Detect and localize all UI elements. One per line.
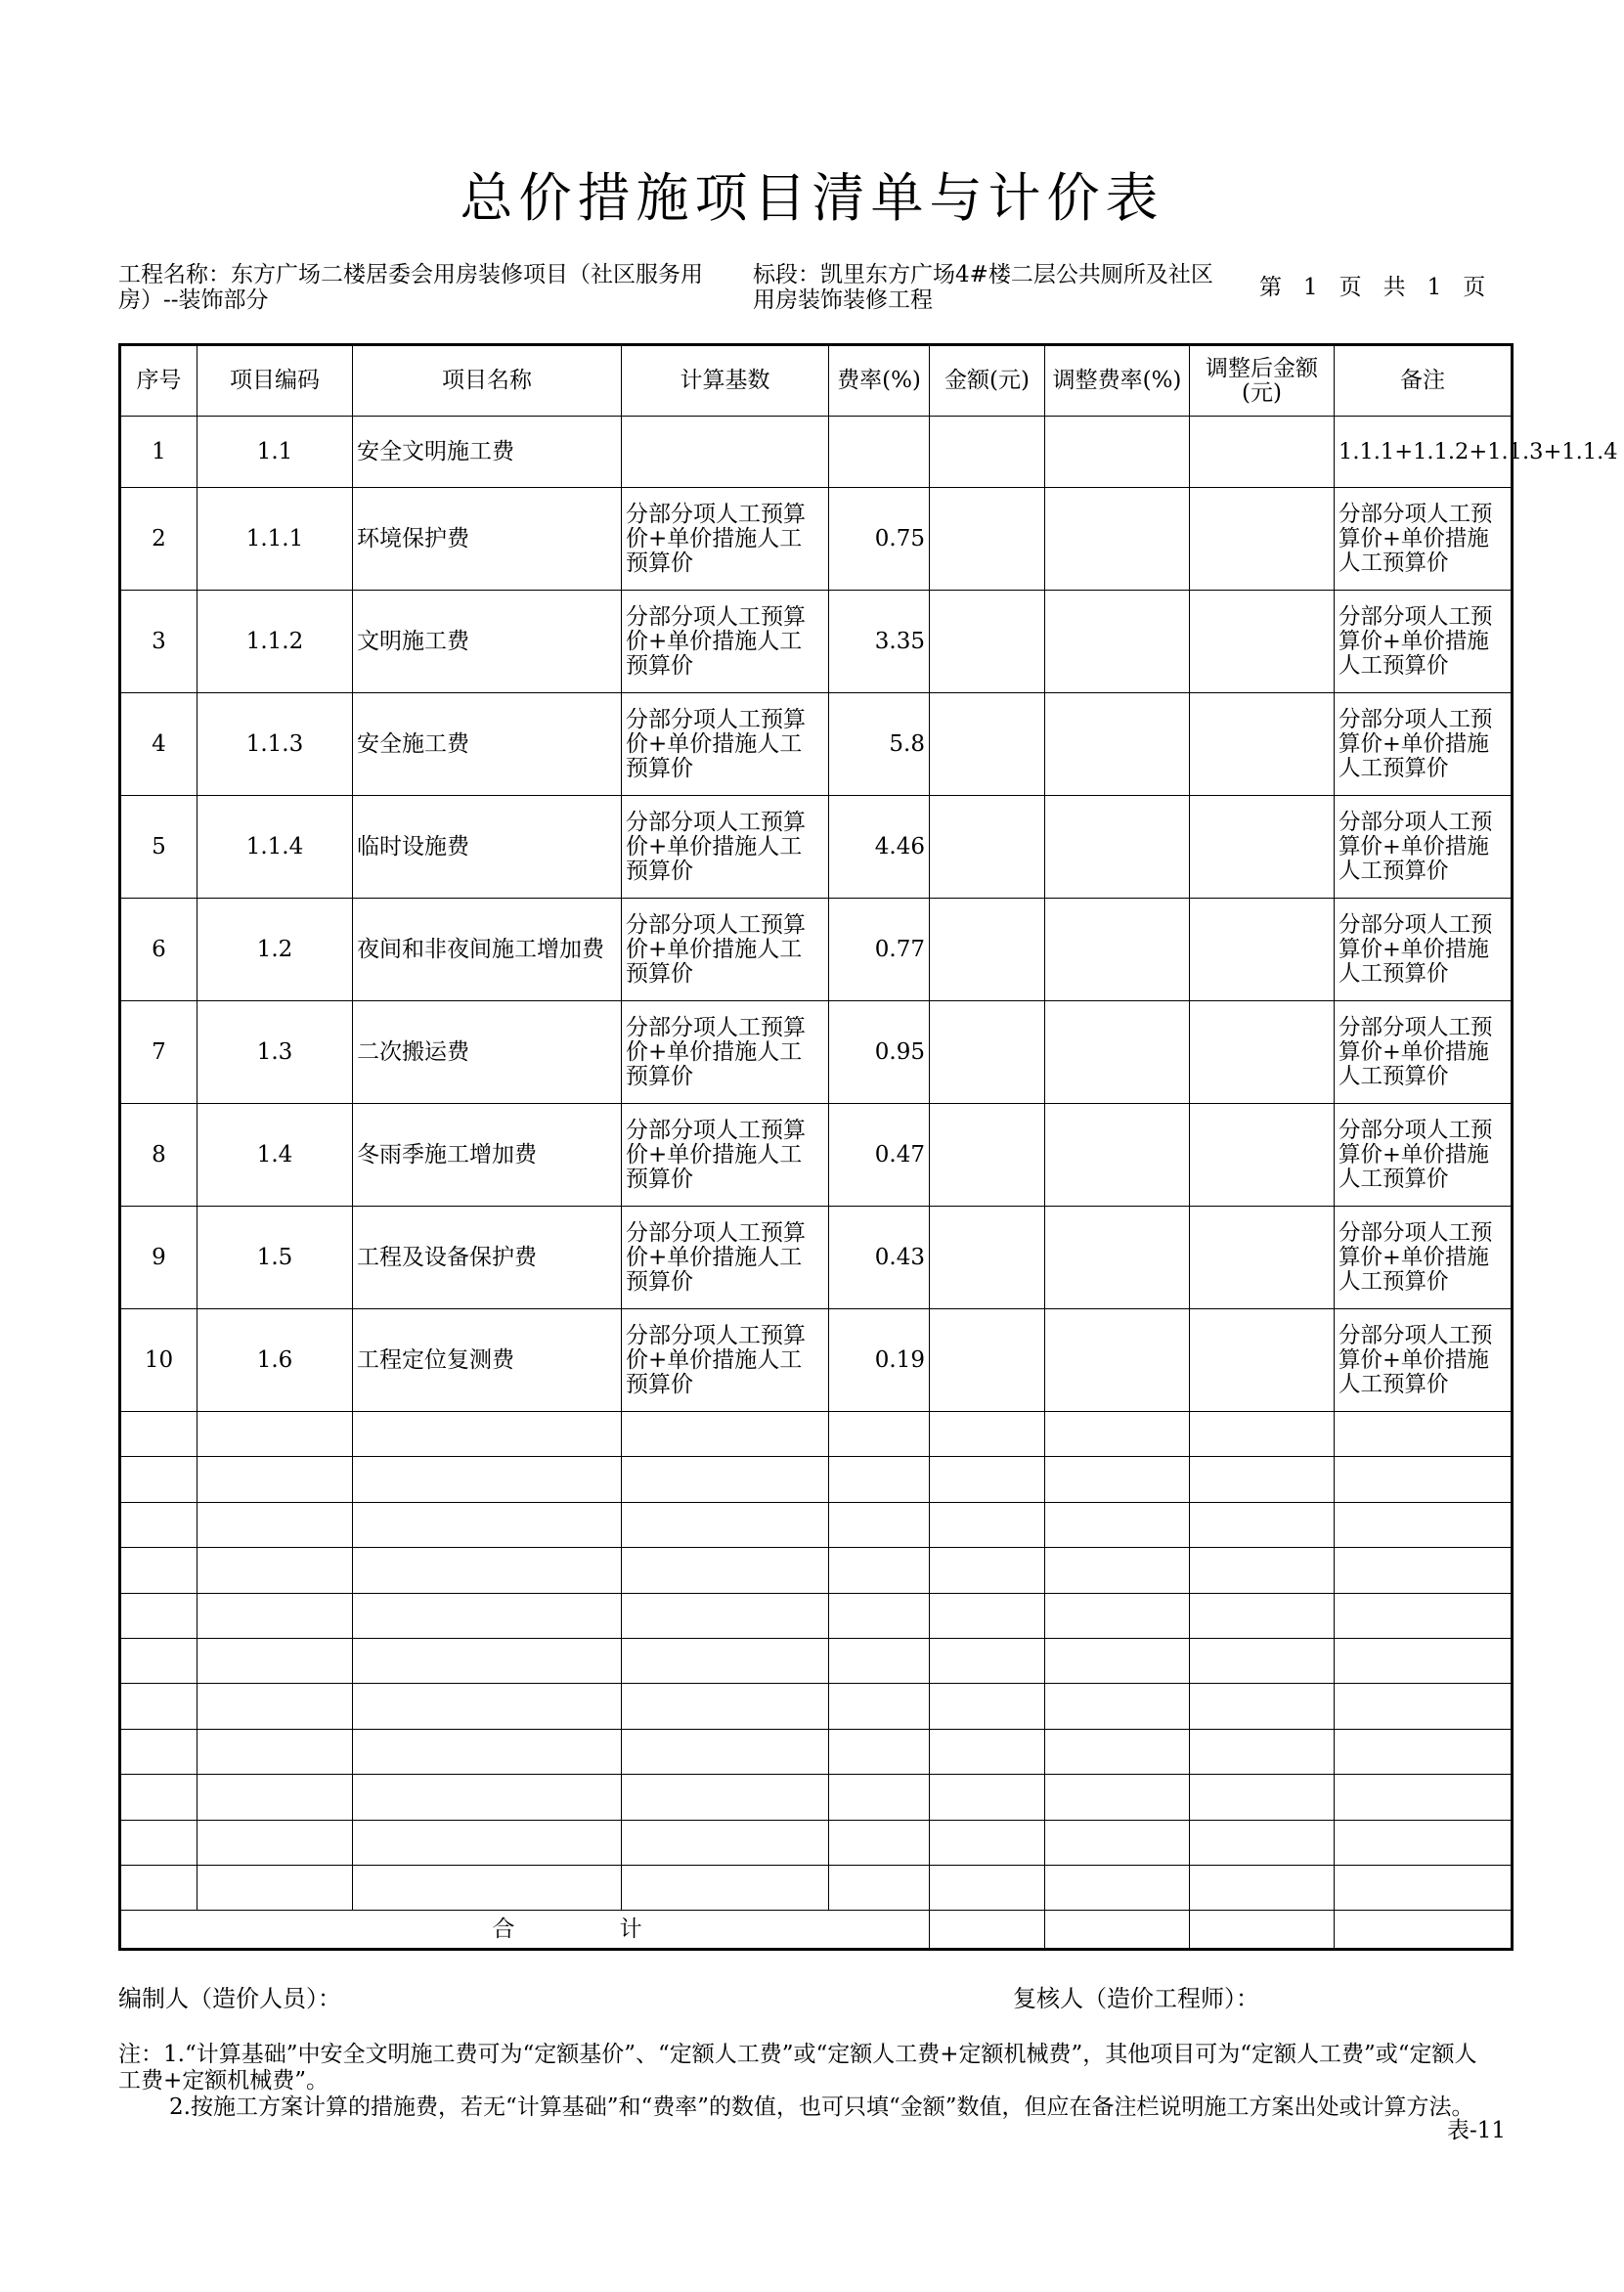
total-cell	[930, 1911, 1045, 1950]
row-name: 工程定位复测费	[353, 1309, 622, 1412]
empty-row	[120, 1820, 1513, 1865]
empty-cell	[353, 1865, 622, 1910]
empty-cell	[622, 1502, 829, 1547]
empty-cell	[1045, 1638, 1190, 1683]
table-row	[120, 1207, 1513, 1309]
empty-cell	[198, 1412, 353, 1457]
table-header-row	[120, 345, 1513, 417]
empty-row	[120, 1548, 1513, 1593]
row-no: 3	[120, 591, 198, 693]
row-no: 1	[120, 417, 198, 488]
empty-cell	[1045, 1502, 1190, 1547]
row-base	[622, 417, 829, 488]
total-cell	[1045, 1911, 1190, 1950]
row-adj-rate	[1045, 417, 1190, 488]
empty-cell	[1190, 1593, 1335, 1638]
row-amount	[930, 591, 1045, 693]
row-adj-rate	[1045, 488, 1190, 591]
empty-cell	[1045, 1729, 1190, 1774]
row-code: 1.2	[198, 899, 353, 1001]
row-code: 1.1	[198, 417, 353, 488]
row-amount	[930, 1207, 1045, 1309]
empty-cell	[829, 1684, 930, 1729]
empty-cell	[829, 1412, 930, 1457]
empty-cell	[1335, 1775, 1513, 1820]
empty-row	[120, 1729, 1513, 1774]
empty-cell	[353, 1638, 622, 1683]
row-rate	[829, 417, 930, 488]
row-name: 文明施工费	[353, 591, 622, 693]
empty-cell	[198, 1548, 353, 1593]
empty-cell	[930, 1729, 1045, 1774]
empty-cell	[1190, 1684, 1335, 1729]
total-cell	[1335, 1911, 1513, 1950]
page-prefix: 第	[1259, 275, 1282, 300]
page-title: 总价措施项目清单与计价表	[460, 167, 1164, 229]
empty-cell	[930, 1412, 1045, 1457]
total-prefix: 共	[1383, 275, 1406, 300]
empty-cell	[930, 1457, 1045, 1502]
empty-row	[120, 1638, 1513, 1683]
row-adj-rate	[1045, 1207, 1190, 1309]
empty-cell	[829, 1548, 930, 1593]
col-header-amount: 金额(元)	[930, 345, 1045, 417]
row-adj-amount	[1190, 1001, 1335, 1104]
row-remark: 分部分项人工预算价+单价措施人工预算价	[1335, 1001, 1513, 1104]
row-amount	[930, 488, 1045, 591]
empty-cell	[1190, 1638, 1335, 1683]
reviewer-label: 复核人（造价工程师）：	[1013, 1985, 1259, 2012]
empty-cell	[198, 1638, 353, 1683]
row-name: 安全文明施工费	[353, 417, 622, 488]
row-rate: 4.46	[829, 796, 930, 899]
empty-cell	[930, 1820, 1045, 1865]
col-header-base: 计算基数	[622, 345, 829, 417]
row-adj-amount	[1190, 1104, 1335, 1207]
empty-cell	[1045, 1412, 1190, 1457]
section-name: 标段：凯里东方广场4#楼二层公共厕所及社区用房装饰装修工程	[753, 262, 1213, 313]
table-row	[120, 488, 1513, 591]
total-cell	[1190, 1911, 1335, 1950]
table-row	[120, 693, 1513, 796]
row-remark: 分部分项人工预算价+单价措施人工预算价	[1335, 1309, 1513, 1412]
empty-cell	[829, 1502, 930, 1547]
table-row	[120, 417, 1513, 488]
row-rate: 0.43	[829, 1207, 930, 1309]
row-no: 2	[120, 488, 198, 591]
row-base: 分部分项人工预算价+单价措施人工预算价	[622, 488, 829, 591]
empty-cell	[120, 1820, 198, 1865]
row-remark: 分部分项人工预算价+单价措施人工预算价	[1335, 591, 1513, 693]
row-name: 安全施工费	[353, 693, 622, 796]
empty-cell	[198, 1457, 353, 1502]
row-base: 分部分项人工预算价+单价措施人工预算价	[622, 899, 829, 1001]
empty-cell	[1045, 1457, 1190, 1502]
empty-cell	[198, 1820, 353, 1865]
row-name: 冬雨季施工增加费	[353, 1104, 622, 1207]
empty-cell	[829, 1775, 930, 1820]
row-amount	[930, 417, 1045, 488]
page-mid: 页	[1339, 275, 1362, 300]
col-header-adj-rate: 调整费率(%)	[1045, 345, 1190, 417]
empty-cell	[198, 1502, 353, 1547]
table-number: 表-11	[1446, 2118, 1506, 2143]
row-amount	[930, 899, 1045, 1001]
empty-row	[120, 1593, 1513, 1638]
row-base: 分部分项人工预算价+单价措施人工预算价	[622, 1207, 829, 1309]
row-adj-rate	[1045, 796, 1190, 899]
row-code: 1.1.3	[198, 693, 353, 796]
row-remark: 分部分项人工预算价+单价措施人工预算价	[1335, 1207, 1513, 1309]
row-no: 8	[120, 1104, 198, 1207]
empty-cell	[1335, 1820, 1513, 1865]
compiler-label: 编制人（造价人员）：	[118, 1985, 341, 2012]
empty-cell	[622, 1820, 829, 1865]
empty-cell	[622, 1457, 829, 1502]
row-amount	[930, 693, 1045, 796]
empty-cell	[930, 1865, 1045, 1910]
empty-cell	[1335, 1729, 1513, 1774]
empty-cell	[1335, 1502, 1513, 1547]
empty-cell	[930, 1684, 1045, 1729]
row-adj-rate	[1045, 899, 1190, 1001]
empty-cell	[829, 1638, 930, 1683]
empty-cell	[829, 1865, 930, 1910]
table-row	[120, 1104, 1513, 1207]
col-header-no: 序号	[120, 345, 198, 417]
row-adj-amount	[1190, 796, 1335, 899]
row-adj-amount	[1190, 591, 1335, 693]
empty-cell	[353, 1412, 622, 1457]
empty-cell	[1190, 1457, 1335, 1502]
note-2: 2.按施工方案计算的措施费，若无“计算基础”和“费率”的数值，也可只填“金额”数值，但应在备注栏说明施工方案出处或计算方法。	[169, 2094, 1474, 2120]
row-adj-amount	[1190, 693, 1335, 796]
row-base: 分部分项人工预算价+单价措施人工预算价	[622, 1104, 829, 1207]
empty-cell	[1190, 1412, 1335, 1457]
row-code: 1.5	[198, 1207, 353, 1309]
total-pages: 1	[1426, 275, 1442, 300]
row-adj-amount	[1190, 488, 1335, 591]
row-amount	[930, 796, 1045, 899]
row-code: 1.3	[198, 1001, 353, 1104]
empty-cell	[1045, 1548, 1190, 1593]
row-remark: 分部分项人工预算价+单价措施人工预算价	[1335, 1104, 1513, 1207]
row-code: 1.1.4	[198, 796, 353, 899]
row-code: 1.1.1	[198, 488, 353, 591]
empty-cell	[353, 1457, 622, 1502]
total-row	[120, 1911, 1513, 1950]
empty-cell	[930, 1502, 1045, 1547]
row-no: 7	[120, 1001, 198, 1104]
row-rate: 5.8	[829, 693, 930, 796]
empty-cell	[1335, 1865, 1513, 1910]
row-remark: 分部分项人工预算价+单价措施人工预算价	[1335, 796, 1513, 899]
row-name: 工程及设备保护费	[353, 1207, 622, 1309]
note-1: 注：1.“计算基础”中安全文明施工费可为“定额基价”、“定额人工费”或“定额人工费+定额机械费”，其他项目可为“定额人工费”或“定额人工费+定额机械费”。	[118, 2042, 1477, 2094]
empty-cell	[1335, 1638, 1513, 1683]
total-suffix: 页	[1463, 275, 1486, 300]
row-amount	[930, 1104, 1045, 1207]
empty-cell	[622, 1412, 829, 1457]
row-remark: 分部分项人工预算价+单价措施人工预算价	[1335, 488, 1513, 591]
empty-cell	[353, 1502, 622, 1547]
empty-cell	[353, 1820, 622, 1865]
empty-cell	[120, 1593, 198, 1638]
row-adj-rate	[1045, 1104, 1190, 1207]
empty-cell	[198, 1775, 353, 1820]
row-rate: 0.95	[829, 1001, 930, 1104]
empty-cell	[1190, 1820, 1335, 1865]
row-base: 分部分项人工预算价+单价措施人工预算价	[622, 1001, 829, 1104]
empty-cell	[829, 1457, 930, 1502]
table-row	[120, 591, 1513, 693]
empty-cell	[198, 1729, 353, 1774]
empty-cell	[120, 1865, 198, 1910]
empty-cell	[622, 1775, 829, 1820]
empty-cell	[829, 1593, 930, 1638]
empty-row	[120, 1457, 1513, 1502]
empty-cell	[1335, 1548, 1513, 1593]
empty-cell	[120, 1457, 198, 1502]
row-no: 6	[120, 899, 198, 1001]
row-adj-amount	[1190, 1309, 1335, 1412]
row-name: 二次搬运费	[353, 1001, 622, 1104]
project-name: 工程名称：东方广场二楼居委会用房装修项目（社区服务用房）--装饰部分	[118, 262, 703, 313]
row-rate: 0.77	[829, 899, 930, 1001]
row-adj-rate	[1045, 1309, 1190, 1412]
col-header-rate: 费率(%)	[829, 345, 930, 417]
empty-cell	[1190, 1502, 1335, 1547]
row-name: 夜间和非夜间施工增加费	[353, 899, 622, 1001]
empty-cell	[1045, 1820, 1190, 1865]
row-code: 1.4	[198, 1104, 353, 1207]
page-number: 1	[1303, 275, 1318, 300]
empty-cell	[930, 1638, 1045, 1683]
empty-row	[120, 1775, 1513, 1820]
empty-cell	[1045, 1684, 1190, 1729]
empty-cell	[1335, 1593, 1513, 1638]
empty-cell	[198, 1684, 353, 1729]
empty-cell	[353, 1684, 622, 1729]
empty-cell	[1190, 1729, 1335, 1774]
empty-cell	[120, 1502, 198, 1547]
notes	[118, 2042, 1495, 2121]
row-adj-rate	[1045, 591, 1190, 693]
row-adj-amount	[1190, 417, 1335, 488]
row-base: 分部分项人工预算价+单价措施人工预算价	[622, 796, 829, 899]
empty-cell	[1335, 1457, 1513, 1502]
empty-cell	[1190, 1865, 1335, 1910]
empty-cell	[353, 1729, 622, 1774]
empty-cell	[930, 1775, 1045, 1820]
empty-cell	[829, 1820, 930, 1865]
empty-cell	[622, 1548, 829, 1593]
empty-cell	[353, 1593, 622, 1638]
empty-cell	[120, 1729, 198, 1774]
empty-cell	[198, 1593, 353, 1638]
empty-cell	[1045, 1593, 1190, 1638]
empty-cell	[120, 1412, 198, 1457]
empty-cell	[622, 1638, 829, 1683]
empty-cell	[930, 1593, 1045, 1638]
row-base: 分部分项人工预算价+单价措施人工预算价	[622, 1309, 829, 1412]
row-remark: 分部分项人工预算价+单价措施人工预算价	[1335, 693, 1513, 796]
row-rate: 3.35	[829, 591, 930, 693]
empty-cell	[353, 1548, 622, 1593]
empty-row	[120, 1865, 1513, 1910]
empty-row	[120, 1684, 1513, 1729]
empty-row	[120, 1502, 1513, 1547]
row-adj-rate	[1045, 693, 1190, 796]
measures-table	[118, 343, 1618, 1951]
row-name: 临时设施费	[353, 796, 622, 899]
col-header-code: 项目编码	[198, 345, 353, 417]
col-header-remark: 备注	[1335, 345, 1513, 417]
empty-cell	[198, 1865, 353, 1910]
row-name: 环境保护费	[353, 488, 622, 591]
empty-cell	[120, 1775, 198, 1820]
row-amount	[930, 1309, 1045, 1412]
col-header-adj-amount: 调整后金额(元)	[1190, 345, 1335, 417]
row-remark: 分部分项人工预算价+单价措施人工预算价	[1335, 899, 1513, 1001]
empty-cell	[829, 1729, 930, 1774]
row-code: 1.1.2	[198, 591, 353, 693]
empty-cell	[622, 1684, 829, 1729]
row-no: 4	[120, 693, 198, 796]
table-row	[120, 1001, 1513, 1104]
row-base: 分部分项人工预算价+单价措施人工预算价	[622, 591, 829, 693]
empty-cell	[1045, 1775, 1190, 1820]
row-amount	[930, 1001, 1045, 1104]
row-no: 5	[120, 796, 198, 899]
empty-cell	[1190, 1548, 1335, 1593]
empty-cell	[1045, 1865, 1190, 1910]
row-adj-amount	[1190, 1207, 1335, 1309]
table-row	[120, 796, 1513, 899]
row-rate: 0.19	[829, 1309, 930, 1412]
total-label: 合 计	[120, 1911, 930, 1950]
table-row	[120, 1309, 1513, 1412]
row-rate: 0.75	[829, 488, 930, 591]
empty-cell	[1190, 1775, 1335, 1820]
empty-cell	[120, 1684, 198, 1729]
col-header-name: 项目名称	[353, 345, 622, 417]
empty-cell	[1335, 1412, 1513, 1457]
empty-row	[120, 1412, 1513, 1457]
row-no: 10	[120, 1309, 198, 1412]
page-indicator	[1259, 275, 1514, 300]
empty-cell	[353, 1775, 622, 1820]
empty-cell	[930, 1548, 1045, 1593]
empty-cell	[622, 1729, 829, 1774]
row-rate: 0.47	[829, 1104, 930, 1207]
row-no: 9	[120, 1207, 198, 1309]
row-adj-rate	[1045, 1001, 1190, 1104]
empty-cell	[120, 1548, 198, 1593]
empty-cell	[120, 1638, 198, 1683]
row-adj-amount	[1190, 899, 1335, 1001]
row-base: 分部分项人工预算价+单价措施人工预算价	[622, 693, 829, 796]
empty-cell	[1335, 1684, 1513, 1729]
empty-cell	[622, 1865, 829, 1910]
row-remark: 1.1.1+1.1.2+1.1.3+1.1.4	[1335, 417, 1513, 488]
row-code: 1.6	[198, 1309, 353, 1412]
empty-cell	[622, 1593, 829, 1638]
table-row	[120, 899, 1513, 1001]
